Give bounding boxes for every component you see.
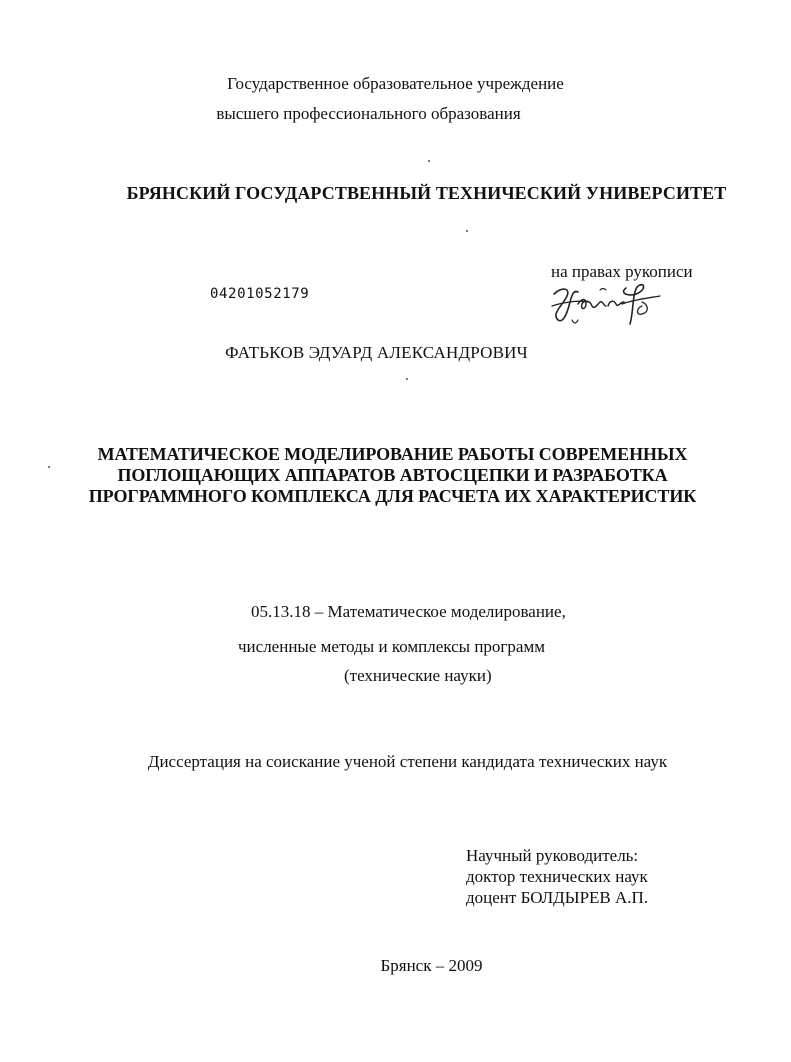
specialty-branch-line: (технические науки) bbox=[344, 666, 492, 685]
registration-code: 04201052179 bbox=[210, 286, 310, 302]
university-name: БРЯНСКИЙ ГОСУДАРСТВЕННЫЙ ТЕХНИЧЕСКИЙ УНИВЕРСИТЕТ bbox=[126, 183, 727, 203]
manuscript-rights-note: на правах рукописи bbox=[551, 262, 693, 281]
scan-speck bbox=[48, 466, 50, 468]
dissertation-title-line-3: ПРОГРАММНОГО КОМПЛЕКСА ДЛЯ РАСЧЕТА ИХ ХАРАКТЕРИСТИК bbox=[88, 486, 697, 506]
advisor-name: доцент БОЛДЫРЕВ А.П. bbox=[466, 888, 649, 907]
scan-speck bbox=[466, 230, 468, 232]
dissertation-title-line-1: МАТЕМАТИЧЕСКОЕ МОДЕЛИРОВАНИЕ РАБОТЫ СОВРЕМЕННЫХ bbox=[97, 444, 688, 464]
specialty-description-line: численные методы и комплексы программ bbox=[238, 637, 545, 656]
advisor-degree: доктор технических наук bbox=[466, 867, 648, 886]
author-name: ФАТЬКОВ ЭДУАРД АЛЕКСАНДРОВИЧ bbox=[225, 343, 528, 362]
advisor-role: Научный руководитель: bbox=[466, 846, 639, 865]
specialty-code-line: 05.13.18 – Математическое моделирование, bbox=[251, 602, 566, 621]
scan-speck bbox=[406, 378, 408, 380]
institution-line-2: высшего профессионального образования bbox=[216, 104, 521, 123]
handwritten-signature bbox=[544, 280, 669, 328]
city-year: Брянск – 2009 bbox=[380, 956, 483, 975]
dissertation-statement: Диссертация на соискание ученой степени кандидата технических наук bbox=[147, 752, 668, 771]
dissertation-title-line-2: ПОГЛОЩАЮЩИХ АППАРАТОВ АВТОСЦЕПКИ И РАЗРАБОТКА bbox=[117, 465, 668, 485]
scan-speck bbox=[428, 160, 430, 162]
institution-line-1: Государственное образовательное учреждение bbox=[227, 74, 564, 93]
